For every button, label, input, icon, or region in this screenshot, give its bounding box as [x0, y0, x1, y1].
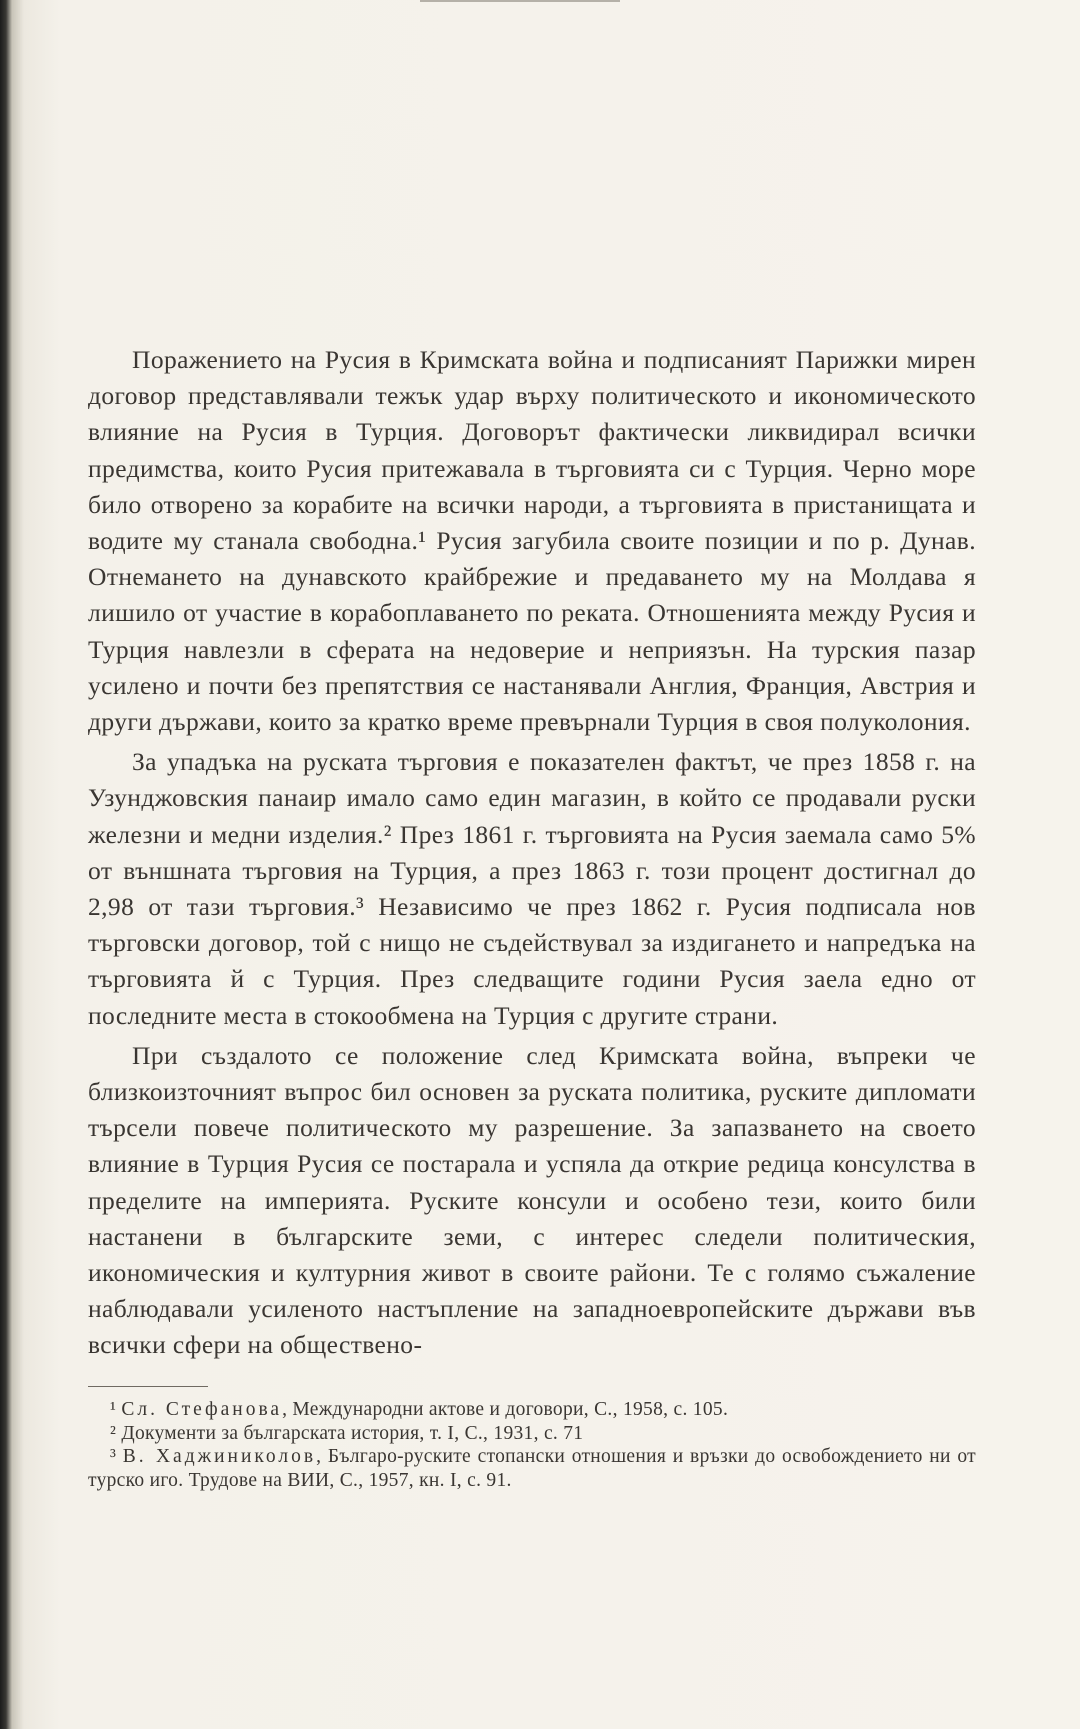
- footnote-text: , Международни актове и договори, С., 1958, с. 105.: [282, 1399, 729, 1420]
- footnote-text: Документи за българската история, т. I, С., 1931, с. 71: [121, 1422, 584, 1444]
- footnote-text: , Българо-руските стопански отношения и връзки до освобождението ни от турско иго. Трудове на ВИИ, С., 1957, кн. I, с. 91.: [88, 1446, 977, 1491]
- footnote-mark: ³: [110, 1446, 117, 1467]
- paragraph-1: Поражението на Русия в Кримската война и подписаният Парижки мирен договор представлявали тежък удар върху политическото и икономическото влияние на Русия в Турция. Договорът фактически ликвидирал всички предимства, които Русия притежавала в търговията си с Турция. Черно море било отворено за корабите на всички народи, а търговията в пристанищата и водите му станала свободна.¹ Русия загубила своите позиции и по р. Дунав. Отнемането на дунавското крайбрежие и предаването му на Молдава я лишило от участие в корабоплаването по реката. Отношенията между Русия и Турция навлезли в сферата на недоверие и неприязън. На турския пазар усилено и почти без препятствия се настанявали Англия, Франция, Австрия и други държави, които за кратко време превърнали Турция в своя полуколония.: [88, 345, 976, 737]
- footnote-author: Сл. Стефанова: [121, 1399, 283, 1420]
- footnote-1: [88, 1398, 976, 1422]
- footnote-mark: ¹: [110, 1399, 117, 1420]
- footnote-separator: [88, 1386, 208, 1387]
- footnotes: [88, 1398, 976, 1492]
- footnote-3: [88, 1445, 976, 1492]
- footnote-author: В. Хаджиниколов: [122, 1446, 317, 1467]
- footnote-mark: ²: [110, 1422, 117, 1444]
- top-edge-mark: [420, 0, 620, 2]
- main-text: [88, 342, 976, 1364]
- footnote-2: [88, 1422, 976, 1446]
- paragraph-3: При създалото се положение след Кримската война, въпреки че близкоизточният въпрос бил основен за руската политика, руските дипломати търсели повече политическото му разрешение. За запазването на своето влияние в Турция Русия се постарала и успяла да открие редица консулства в пределите на империята. Руските консули и особено тези, които били настанени в българските земи, с интерес следели политическия, икономическия и културния живот в своите райони. Те с голямо съжаление наблюдавали усиленото настъпление на западноевропейските държави във всички сфери на обществено-: [88, 1040, 976, 1360]
- paragraph-2: За упадъка на руската търговия е показателен фактът, че през 1858 г. на Узунджовския панаир имало само един магазин, в който се продавали руски железни и медни изделия.² През 1861 г. търговията на Русия заемала само 5% от външната търговия на Турция, а през 1863 г. този процент достигнал до 2,98 от тази търговия.³ Независимо че през 1862 г. Русия подписала нов търговски договор, той с нищо не съдействувал за издигането и напредъка на търговията й с Турция. През следващите години Русия заела едно от последните места в стокообмена на Турция с другите страни.: [88, 747, 976, 1030]
